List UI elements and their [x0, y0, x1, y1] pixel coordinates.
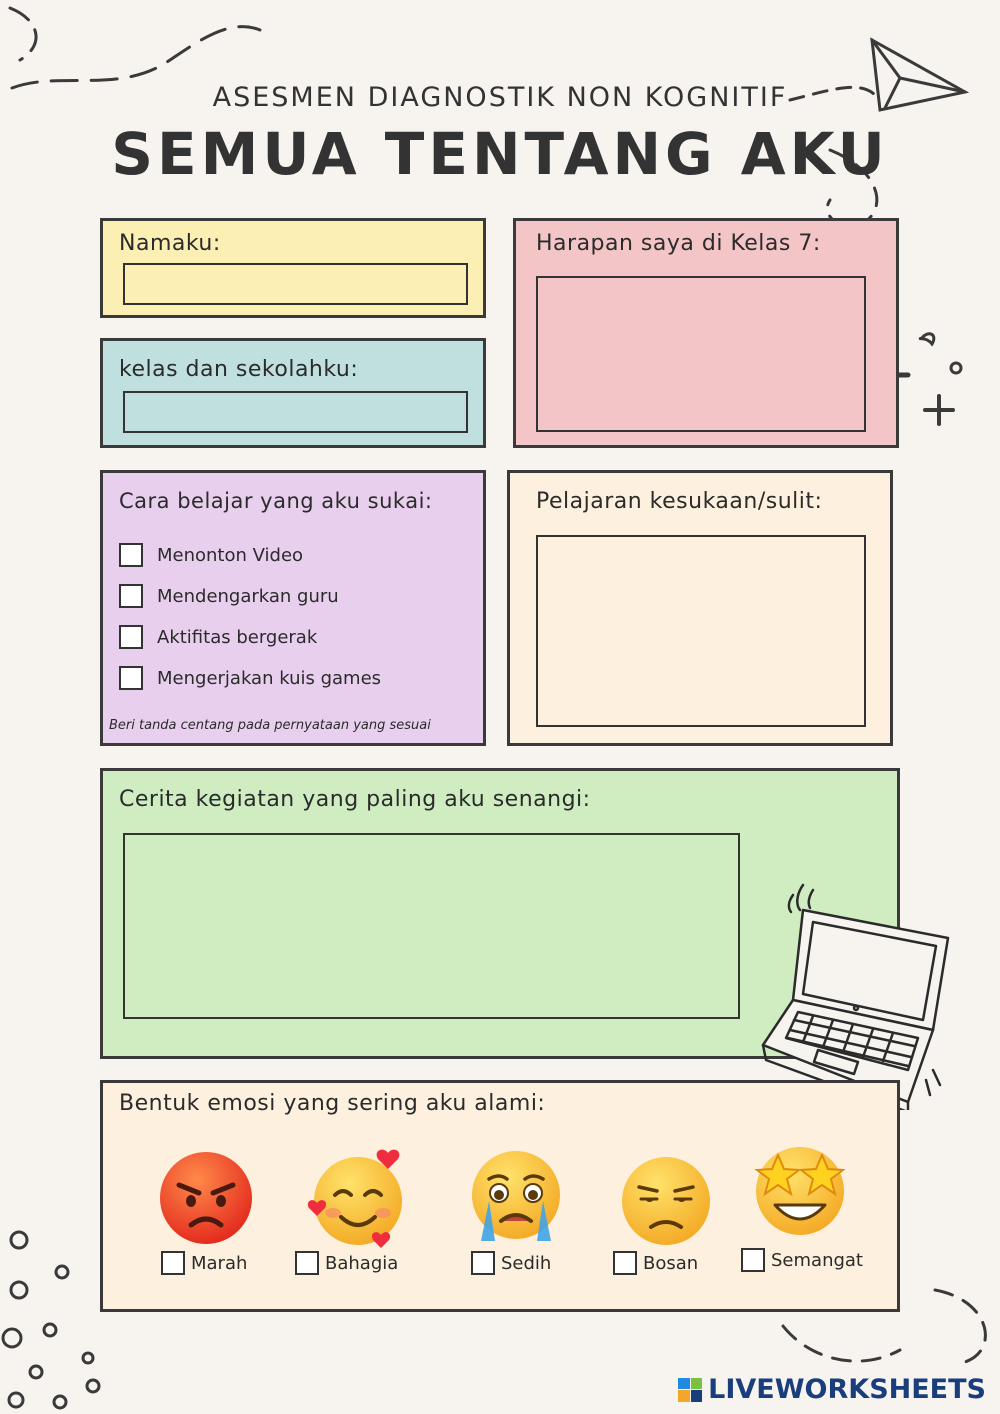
emotion-label: Bentuk emosi yang sering aku alami:: [119, 1091, 546, 1116]
learning-option-checkbox[interactable]: [119, 666, 143, 690]
learning-option-label: Mendengarkan guru: [157, 585, 339, 607]
subject-box: [507, 470, 893, 746]
learning-option: [119, 584, 339, 608]
learning-option-label: Menonton Video: [157, 544, 304, 566]
emotion-option-checkbox[interactable]: [295, 1251, 319, 1275]
emotion-option-label: Semangat: [771, 1249, 863, 1271]
class-school-label: kelas dan sekolahku:: [119, 357, 359, 382]
learning-option-label: Aktifitas bergerak: [157, 626, 318, 648]
learning-hint: Beri tanda centang pada pernyataan yang sesuai: [109, 718, 431, 733]
angry-face-icon: [151, 1143, 261, 1253]
learning-option-checkbox[interactable]: [119, 584, 143, 608]
emotion-option: [295, 1251, 398, 1275]
laptop-icon: [758, 880, 958, 1110]
emotion-option: [471, 1251, 551, 1275]
hope-input[interactable]: [536, 276, 866, 432]
emotion-option-label: Bosan: [643, 1252, 699, 1274]
emotion-option-label: Bahagia: [325, 1252, 399, 1274]
learning-option-checkbox[interactable]: [119, 625, 143, 649]
learning-option: [119, 625, 317, 649]
unamused-face-icon: [611, 1143, 721, 1253]
class-school-input[interactable]: [123, 391, 468, 433]
name-label: Namaku:: [119, 231, 221, 256]
learning-option: [119, 543, 303, 567]
star-struck-face-icon: [745, 1135, 855, 1245]
learning-style-label: Cara belajar yang aku sukai:: [119, 489, 433, 513]
class-school-box: [100, 338, 486, 448]
subject-input[interactable]: [536, 535, 866, 727]
emotion-box: [100, 1080, 900, 1312]
page-subtitle: ASESMEN DIAGNOSTIK NON KOGNITIF: [212, 82, 788, 113]
learning-option-checkbox[interactable]: [119, 543, 143, 567]
emotion-option: [161, 1251, 247, 1275]
name-box: [100, 218, 486, 318]
story-label: Cerita kegiatan yang paling aku senangi:: [119, 787, 591, 812]
crying-face-icon: [461, 1143, 571, 1253]
learning-style-box: [100, 470, 486, 746]
hope-box: [513, 218, 899, 448]
hope-label: Harapan saya di Kelas 7:: [536, 231, 821, 256]
emotion-option-checkbox[interactable]: [741, 1248, 765, 1272]
brand-logo[interactable]: [678, 1374, 986, 1405]
page-title: SEMUA TENTANG AKU: [111, 120, 889, 188]
emotion-option-checkbox[interactable]: [471, 1251, 495, 1275]
story-input[interactable]: [123, 833, 740, 1019]
subject-label: Pelajaran kesukaan/sulit:: [536, 489, 823, 514]
learning-option-label: Mengerjakan kuis games: [157, 667, 382, 689]
emotion-option: [613, 1251, 698, 1275]
emotion-option-checkbox[interactable]: [613, 1251, 637, 1275]
brand-name: LIVEWORKSHEETS: [708, 1374, 986, 1405]
name-input[interactable]: [123, 263, 468, 305]
liveworksheets-logo-icon: [678, 1378, 702, 1402]
emotion-option-label: Marah: [191, 1252, 248, 1274]
emotion-option-label: Sedih: [501, 1252, 552, 1274]
emotion-option: [741, 1248, 863, 1272]
emotion-option-checkbox[interactable]: [161, 1251, 185, 1275]
learning-option: [119, 666, 381, 690]
smiling-face-with-hearts-icon: [303, 1143, 413, 1253]
